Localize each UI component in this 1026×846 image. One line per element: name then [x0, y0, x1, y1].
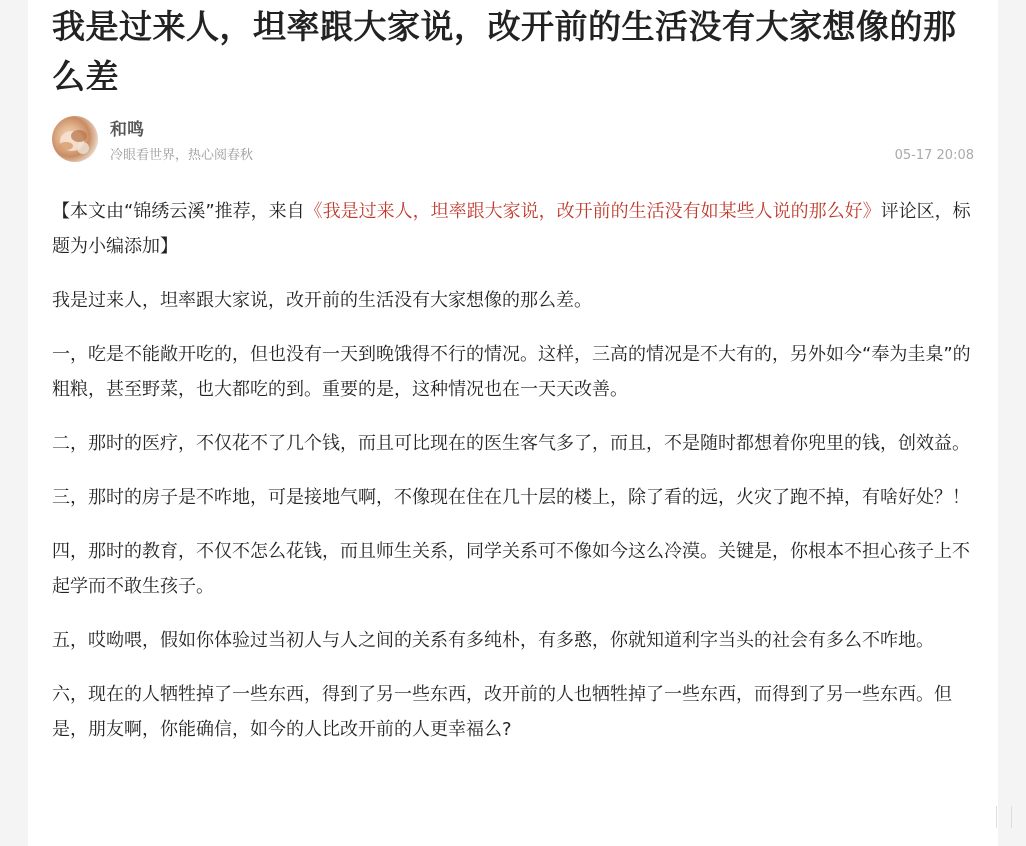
paragraph-1: 我是过来人，坦率跟大家说，改开前的生活没有大家想像的那么差。 — [52, 290, 592, 311]
paragraph-4: 三，那时的房子是不咋地，可是接地气啊，不像现在住在几十层的楼上，除了看的远，火灾了跑不掉，有啥好处？！ — [52, 487, 970, 508]
article-title: 我是过来人，坦率跟大家说，改开前的生活没有大家想像的那么差 — [52, 7, 957, 96]
page-edge-icon — [996, 806, 1012, 828]
paragraph-5: 四，那时的教育，不仅不怎么花钱，而且师生关系，同学关系可不像如今这么冷漠。关键是，你根本不担心孩子上不起学而不敢生孩子。 — [52, 541, 970, 597]
paragraph-2: 一，吃是不能敞开吃的，但也没有一天到晚饿得不行的情况。这样，三高的情况是不大有的，另外如今“奉为圭臬”的粗粮，甚至野菜，也大都吃的到。重要的是，这种情况也在一天天改善。 — [52, 344, 971, 400]
article-content — [52, 194, 976, 766]
paragraph-3: 二，那时的医疗，不仅花不了几个钱，而且可比现在的医生客气多了，而且，不是随时都想着你兜里的钱，创效益。 — [52, 433, 970, 454]
avatar-photo-icon — [52, 116, 98, 162]
post-timestamp: 05-17 20:08 — [894, 148, 974, 163]
intro-paragraph — [52, 194, 976, 264]
article-page — [28, 0, 998, 846]
intro-suffix: 评论区，标题为小编添加】 — [52, 201, 971, 257]
author-description: 冷眼看世界，热心阅春秋 — [110, 148, 254, 163]
intro-prefix: 【本文由“锦绣云溪”推荐，来自 — [52, 201, 305, 222]
source-article-link[interactable]: 《我是过来人，坦率跟大家说，改开前的生活没有如某些人说的那么好》 — [304, 201, 881, 222]
author-avatar[interactable] — [52, 116, 98, 162]
author-name[interactable]: 和鸣 — [110, 120, 144, 140]
author-bar — [52, 116, 974, 166]
paragraph-6: 五，哎呦喂，假如你体验过当初人与人之间的关系有多纯朴，有多憨，你就知道利字当头的社会有多么不咋地。 — [52, 630, 934, 651]
paragraph-7: 六，现在的人牺牲掉了一些东西，得到了另一些东西，改开前的人也牺牲掉了一些东西，而得到了另一些东西。但是，朋友啊，你能确信，如今的人比改开前的人更幸福么? — [52, 684, 952, 740]
